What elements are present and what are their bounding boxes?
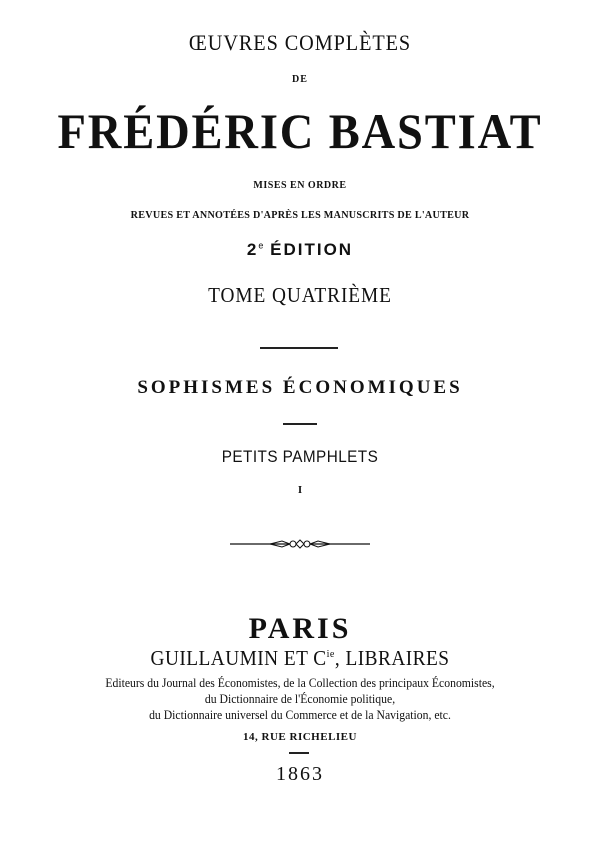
publisher-description-line: du Dictionnaire de l'Économie politique,	[204, 691, 396, 706]
rule-above-year	[289, 752, 309, 754]
rule-under-work-title	[283, 423, 317, 425]
work-title: SOPHISMES ÉCONOMIQUES	[137, 377, 463, 398]
volume-number: TOME QUATRIÈME	[208, 283, 392, 307]
publisher-address: 14, RUE RICHELIEU	[243, 731, 357, 743]
publisher-name: GUILLAUMIN ET C	[150, 646, 327, 670]
edition-label: ÉDITION	[270, 240, 354, 259]
revised-line: REVUES ET ANNOTÉES D'APRÈS LES MANUSCRITS DE L'AUTEUR	[130, 209, 470, 221]
subtitle: PETITS PAMPHLETS	[221, 447, 379, 466]
publisher-role: , LIBRAIRES	[334, 646, 450, 670]
rule-under-volume	[260, 347, 338, 349]
arranged-line: MISES EN ORDRE	[253, 180, 347, 191]
edition-superscript: e	[258, 240, 264, 251]
publisher-description-line: du Dictionnaire universel du Commerce et de la Navigation, etc.	[149, 707, 451, 722]
preposition: DE	[292, 74, 308, 85]
publisher-line	[24, 646, 576, 671]
publisher-superscript: ie	[326, 648, 335, 660]
series-title: ŒUVRES COMPLÈTES	[188, 30, 412, 55]
publication-year: 1863	[276, 763, 324, 785]
edition-number: 2	[246, 240, 259, 259]
publisher-description-line: Editeurs du Journal des Économistes, de la Collection des principaux Économistes,	[105, 675, 495, 690]
part-number: I	[297, 484, 303, 496]
author-name: FRÉDÉRIC BASTIAT	[57, 103, 543, 159]
imprint-city: PARIS	[248, 612, 352, 645]
edition-line	[0, 240, 600, 260]
ornamental-divider-icon	[230, 537, 370, 551]
